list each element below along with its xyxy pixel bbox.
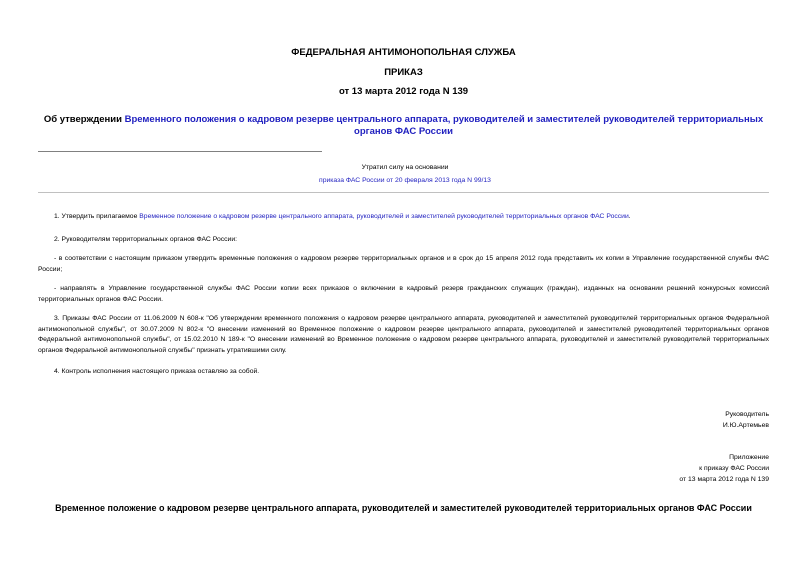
document-title	[40, 114, 767, 138]
attachment-date: от 13 марта 2012 года N 139	[679, 476, 769, 483]
signature-block	[723, 409, 769, 431]
paragraph-1-suffix: .	[628, 213, 631, 220]
paragraph-2: 2. Руководителям территориальных органов ФАС России:	[54, 236, 238, 243]
divider-long	[38, 192, 769, 193]
paragraph-5: 3. Приказы ФАС России от 11.06.2009 N 608-к "Об утверждении временного положения о кадровом резерве центрального аппарата, руководителей и заместителей руководителей территориальных органов Федеральной антимонопольной службы", от 30.07.2009 N 802-к "О внесении изменений во Временное положение о кадровом резерве центрального аппарата, руководителей и заместителей руководителей территориальных органов Федеральной антимонопольной службы", от 15.02.2010 N 189-к "О внесении изменений во Временное положение о кадровом резерве центрального аппарата, руководителей и заместителей руководителей территориальных органов Федеральной антимонопольной службы" признать утратившими силу.	[38, 315, 769, 354]
paragraph-1-prefix: 1. Утвердить прилагаемое	[54, 213, 140, 220]
divider-short	[38, 151, 322, 152]
title-prefix: Об утверждении	[43, 114, 125, 125]
lost-force-note: Утратил силу на основании	[361, 164, 449, 171]
document-date-number: от 13 марта 2012 года N 139	[338, 86, 469, 97]
lost-force-link-wrapper	[300, 177, 510, 184]
paragraph-3: - в соответствии с настоящим приказом утвердить временные положения о кадровом резерве территориальных органов и в срок до 15 апреля 2012 года представить их копии в Управление государственной службы ФАС России;	[38, 255, 769, 273]
provision-link[interactable]: Временное положение о кадровом резерве центрального аппарата, руководителей и заместителей руководителей территориальных органов ФАС России	[139, 213, 629, 220]
attachment-to: к приказу ФАС России	[699, 465, 769, 472]
annex-title: Временное положение о кадровом резерве центрального аппарата, руководителей и заместителей руководителей территориальных органов ФАС России	[55, 503, 752, 513]
paragraph-1	[38, 212, 769, 223]
signatory-position: Руководитель	[725, 411, 769, 418]
document-type: ПРИКАЗ	[384, 67, 423, 78]
signatory-name: И.Ю.Артемьев	[722, 422, 769, 429]
lost-force-link[interactable]: приказа ФАС России от 20 февраля 2013 года N 99/13	[319, 177, 491, 184]
paragraph-6: 4. Контроль исполнения настоящего приказа оставляю за собой.	[54, 368, 260, 375]
agency-name: ФЕДЕРАЛЬНАЯ АНТИМОНОПОЛЬНАЯ СЛУЖБА	[291, 47, 516, 58]
paragraph-4: - направлять в Управление государственной службы ФАС России копии всех приказов о включении в кадровый резерв гражданских служащих (граждан), изданных на основании решений конкурсных комиссий территориальных органов ФАС России.	[38, 285, 769, 303]
attachment-label: Приложение	[729, 454, 769, 461]
attachment-block	[679, 452, 769, 485]
title-link[interactable]: Временного положения о кадровом резерве центрального аппарата, руководителей и заместителей руководителей территориальных органов ФАС России	[124, 114, 764, 137]
